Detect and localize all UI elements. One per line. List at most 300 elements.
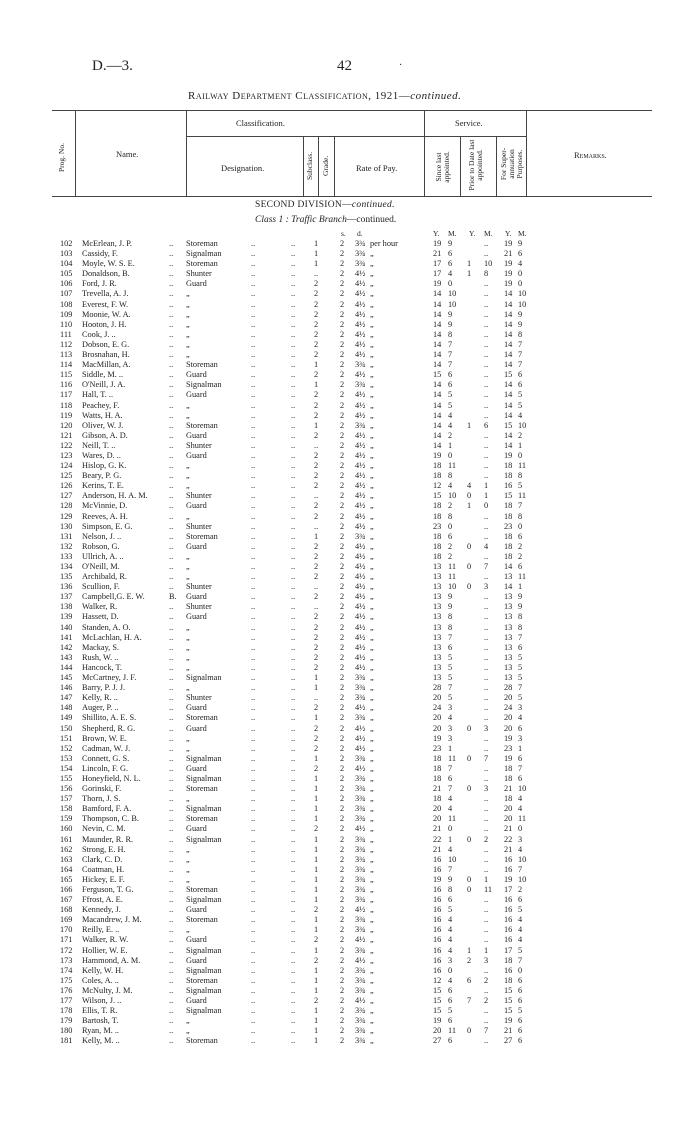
cell-staff-name: Siddle, M. .. <box>82 370 124 380</box>
cell-rate-unit: „ <box>370 562 374 571</box>
cell-designation: Guard <box>186 450 207 460</box>
table-row <box>0 562 700 572</box>
cell-total-years: 19 <box>504 279 513 289</box>
cell-rate-unit: „ <box>370 450 374 460</box>
cell-leader-2: .. <box>291 723 296 733</box>
cell-total-months: 7 <box>518 955 523 965</box>
table-row <box>0 683 700 693</box>
cell-grade: 2 <box>340 975 345 985</box>
table-row <box>0 269 700 279</box>
cell-subclass: 2 <box>314 329 319 339</box>
cell-since-years: 14 <box>433 440 442 450</box>
cell-name-leader: .. <box>169 249 174 259</box>
cell-leader-2: .. <box>291 955 296 965</box>
cell-rate-unit: „ <box>370 753 374 763</box>
table-row <box>0 370 700 380</box>
cell-designation: „ <box>186 622 190 632</box>
cell-subclass: 2 <box>314 763 319 773</box>
cell-total-years: 28 <box>504 683 513 693</box>
cell-leader-1: .. <box>251 652 256 662</box>
cell-prior-months: .. <box>484 824 489 834</box>
cell-prior-months: .. <box>484 249 489 259</box>
cell-leader-1: .. <box>251 975 256 985</box>
cell-prog-no: 134 <box>60 562 73 571</box>
cell-leader-2: .. <box>291 440 296 450</box>
cell-rate-unit: „ <box>370 1036 374 1046</box>
cell-leader-2: .. <box>291 885 296 894</box>
cell-prior-years: 7 <box>467 996 472 1006</box>
cell-prog-no: 119 <box>60 410 73 420</box>
cell-total-months: 2 <box>518 551 523 561</box>
cell-leader-1: .. <box>251 733 256 743</box>
cell-total-months: 6 <box>518 1036 523 1046</box>
cell-since-years: 16 <box>433 885 442 894</box>
cell-grade: 2 <box>340 461 345 471</box>
cell-grade: 2 <box>340 864 345 874</box>
header-classification: Classification. <box>236 118 285 128</box>
cell-subclass: 2 <box>314 662 319 672</box>
cell-since-months: 8 <box>448 622 453 632</box>
cell-total-months: 11 <box>518 814 526 824</box>
cell-rate-unit: „ <box>370 390 374 400</box>
cell-leader-2: .. <box>291 501 296 511</box>
cell-rate-pence: 3¾ <box>355 965 366 975</box>
cell-rate-pence: 4½ <box>355 511 366 521</box>
unit-months-3: M. <box>518 229 527 238</box>
cell-name-leader: .. <box>169 703 174 713</box>
cell-leader-2: .. <box>291 794 296 804</box>
cell-subclass: 2 <box>314 390 319 400</box>
cell-total-months: 0 <box>518 521 523 531</box>
table-row <box>0 875 700 885</box>
cell-subclass: 2 <box>314 592 319 602</box>
cell-rate-unit: „ <box>370 733 374 743</box>
cell-total-months: 11 <box>518 461 526 471</box>
cell-prior-months: 3 <box>484 955 489 965</box>
cell-leader-1: .. <box>251 592 256 602</box>
cell-prog-no: 114 <box>60 360 73 370</box>
cell-since-months: 3 <box>448 723 453 733</box>
cell-prog-no: 113 <box>60 350 73 360</box>
cell-leader-1: .. <box>251 834 256 844</box>
cell-since-months: 10 <box>448 289 457 299</box>
cell-staff-name: Brosnahan, H. <box>82 350 130 360</box>
cell-prior-months: .. <box>484 622 489 632</box>
cell-rate-unit: „ <box>370 249 374 259</box>
cell-leader-2: .. <box>291 733 296 743</box>
cell-total-years: 13 <box>504 602 513 612</box>
cell-staff-name: Auger, P. .. <box>82 703 119 713</box>
cell-designation: Guard <box>186 541 207 551</box>
cell-prog-no: 146 <box>60 683 73 693</box>
header-designation: Designation. <box>221 163 265 173</box>
division-heading <box>255 200 395 210</box>
cell-since-years: 19 <box>433 1016 442 1026</box>
cell-name-leader: .. <box>169 935 174 945</box>
cell-designation: „ <box>186 874 190 884</box>
cell-leader-2: .. <box>291 531 296 541</box>
cell-total-years: 21 <box>504 1026 513 1036</box>
cell-since-months: 5 <box>448 905 453 915</box>
cell-name-leader: .. <box>169 733 174 743</box>
cell-name-leader: .. <box>169 239 174 248</box>
cell-since-months: 0 <box>448 450 453 460</box>
cell-rate-unit: „ <box>370 794 374 804</box>
cell-leader-1: .. <box>251 622 256 632</box>
cell-since-months: 7 <box>448 632 453 642</box>
table-row <box>0 976 700 986</box>
cell-rate-unit: „ <box>370 309 374 319</box>
cell-since-months: 4 <box>448 975 453 985</box>
cell-prior-years: 1 <box>467 945 472 955</box>
cell-total-months: 5 <box>518 652 523 662</box>
cell-leader-2: .. <box>291 874 296 884</box>
cell-since-months: 11 <box>448 562 456 571</box>
cell-rate-unit: „ <box>370 885 374 894</box>
table-row <box>0 380 700 390</box>
cell-since-months: 9 <box>448 309 453 319</box>
cell-designation: „ <box>186 289 190 299</box>
cell-rate-unit: „ <box>370 824 374 834</box>
cell-leader-2: .. <box>291 935 296 945</box>
cell-total-years: 18 <box>504 955 513 965</box>
table-row <box>0 956 700 966</box>
cell-grade: 2 <box>340 582 345 592</box>
cell-leader-2: .. <box>291 582 296 592</box>
cell-designation: Storeman <box>186 713 218 723</box>
table-row <box>0 441 700 451</box>
cell-prog-no: 105 <box>60 269 73 279</box>
cell-since-months: 7 <box>448 683 453 693</box>
cell-name-leader: .. <box>169 360 174 370</box>
header-remarks: Remarks. <box>574 150 607 160</box>
cell-designation: Signalman <box>186 380 222 390</box>
cell-total-years: 17 <box>504 885 513 894</box>
cell-subclass: 2 <box>314 572 319 582</box>
cell-rate-unit: „ <box>370 864 374 874</box>
cell-designation: Signalman <box>186 753 222 763</box>
cell-total-years: 14 <box>504 440 513 450</box>
cell-designation: Guard <box>186 824 207 834</box>
cell-staff-name: O'Neill, M. <box>82 562 120 571</box>
cell-total-years: 19 <box>504 259 513 269</box>
cell-total-months: 5 <box>518 662 523 672</box>
cell-grade: 2 <box>340 390 345 400</box>
cell-rate-unit: „ <box>370 703 374 713</box>
cell-staff-name: Oliver, W. J. <box>82 420 124 430</box>
cell-name-leader: .. <box>169 410 174 420</box>
cell-since-months: 6 <box>448 370 453 380</box>
cell-designation: Storeman <box>186 784 218 794</box>
cell-rate-unit: „ <box>370 481 374 491</box>
cell-leader-2: .. <box>291 289 296 299</box>
cell-rate-pence: 4½ <box>355 582 366 592</box>
cell-designation: Signalman <box>186 895 222 905</box>
cell-staff-name: Hooton, J. H. <box>82 319 127 329</box>
cell-subclass: 1 <box>314 975 319 985</box>
cell-prior-months: 1 <box>484 481 489 491</box>
cell-total-months: 4 <box>518 935 523 945</box>
cell-grade: 2 <box>340 652 345 662</box>
cell-prior-months: .. <box>484 713 489 723</box>
table-row <box>0 703 700 713</box>
cell-total-years: 15 <box>504 996 513 1006</box>
cell-grade: 2 <box>340 763 345 773</box>
cell-total-months: 6 <box>518 975 523 985</box>
cell-grade: 2 <box>340 683 345 693</box>
cell-rate-pence: 4½ <box>355 430 366 440</box>
table-row <box>0 602 700 612</box>
document-code: D.—3. <box>92 58 133 74</box>
cell-designation: „ <box>186 339 190 349</box>
cell-prog-no: 145 <box>60 673 73 683</box>
cell-leader-1: .. <box>251 491 256 501</box>
cell-subclass: 1 <box>314 1016 319 1026</box>
cell-total-years: 19 <box>504 450 513 460</box>
table-row <box>0 996 700 1006</box>
cell-total-years: 15 <box>504 1006 513 1016</box>
cell-name-leader: .. <box>169 642 174 652</box>
cell-total-years: 18 <box>504 541 513 551</box>
cell-since-months: 5 <box>448 1006 453 1016</box>
cell-prog-no: 116 <box>60 380 73 390</box>
cell-since-years: 18 <box>433 794 442 804</box>
table-row <box>0 431 700 441</box>
cell-designation: „ <box>186 632 190 642</box>
cell-total-years: 19 <box>504 874 513 884</box>
cell-total-years: 21 <box>504 249 513 259</box>
cell-staff-name: Macandrew, J. M. <box>82 915 142 925</box>
cell-staff-name: Trevella, A. J. <box>82 289 129 299</box>
cell-leader-2: .. <box>291 662 296 672</box>
cell-since-months: 4 <box>448 844 453 854</box>
cell-since-months: 9 <box>448 874 453 884</box>
cell-grade: 2 <box>340 360 345 370</box>
cell-designation: Signalman <box>186 804 222 814</box>
cell-total-months: 5 <box>518 693 523 703</box>
cell-grade: 2 <box>340 915 345 925</box>
cell-subclass: 1 <box>314 380 319 390</box>
cell-leader-1: .. <box>251 824 256 834</box>
cell-grade: 2 <box>340 592 345 602</box>
table-row <box>0 1016 700 1026</box>
cell-prior-months: 3 <box>484 582 489 592</box>
unit-years-3: Y. <box>505 229 512 238</box>
cell-prior-months: .. <box>484 602 489 612</box>
table-row <box>0 804 700 814</box>
cell-since-months: 6 <box>448 996 453 1006</box>
cell-name-leader: .. <box>169 319 174 329</box>
cell-grade: 2 <box>340 239 345 248</box>
cell-name-leader: .. <box>169 269 174 279</box>
cell-rate-unit: „ <box>370 440 374 450</box>
cell-staff-name: Ford, J. R. <box>82 279 117 289</box>
cell-total-years: 23 <box>504 521 513 531</box>
cell-prog-no: 118 <box>60 400 73 410</box>
cell-designation: Shunter <box>186 440 212 450</box>
cell-rate-pence: 4½ <box>355 481 366 491</box>
cell-total-years: 20 <box>504 804 513 814</box>
cell-prior-months: .. <box>484 400 489 410</box>
cell-rate-pence: 4½ <box>355 632 366 642</box>
cell-total-months: 4 <box>518 915 523 925</box>
cell-designation: Guard <box>186 763 207 773</box>
cell-name-leader: .. <box>169 562 174 571</box>
table-row <box>0 249 700 259</box>
cell-since-months: 7 <box>448 784 453 794</box>
cell-rate-unit: „ <box>370 471 374 481</box>
cell-total-years: 13 <box>504 592 513 602</box>
cell-prog-no: 133 <box>60 551 73 561</box>
cell-rate-unit: „ <box>370 905 374 915</box>
cell-since-years: 27 <box>433 1036 442 1046</box>
table-row <box>0 885 700 895</box>
cell-prog-no: 127 <box>60 491 73 501</box>
cell-rate-pence: 4½ <box>355 905 366 915</box>
cell-subclass: 2 <box>314 612 319 622</box>
cell-name-leader: .. <box>169 1016 174 1026</box>
cell-leader-1: .. <box>251 683 256 693</box>
cell-total-months: 7 <box>518 683 523 693</box>
cell-prior-months: .. <box>484 430 489 440</box>
cell-prog-no: 120 <box>60 420 73 430</box>
cell-since-years: 13 <box>433 602 442 612</box>
cell-since-years: 19 <box>433 733 442 743</box>
cell-rate-pence: 4½ <box>355 350 366 360</box>
cell-since-years: 17 <box>433 259 442 269</box>
cell-total-years: 14 <box>504 380 513 390</box>
cell-total-years: 21 <box>504 844 513 854</box>
cell-since-months: 2 <box>448 541 453 551</box>
cell-prior-months: .. <box>484 844 489 854</box>
cell-grade: 2 <box>340 834 345 844</box>
cell-prior-years: 0 <box>467 885 472 894</box>
cell-rate-unit: „ <box>370 895 374 905</box>
cell-subclass: 1 <box>314 239 319 248</box>
cell-staff-name: Anderson, H. A. M. <box>82 491 148 501</box>
cell-leader-1: .. <box>251 269 256 279</box>
cell-since-months: 11 <box>448 572 456 582</box>
cell-subclass: 2 <box>314 541 319 551</box>
cell-grade: 2 <box>340 481 345 491</box>
cell-since-years: 14 <box>433 410 442 420</box>
cell-name-leader: .. <box>169 541 174 551</box>
cell-leader-1: .. <box>251 249 256 259</box>
cell-prior-months: 2 <box>484 834 489 844</box>
cell-grade: 2 <box>340 713 345 723</box>
cell-total-months: 1 <box>518 743 523 753</box>
cell-prog-no: 135 <box>60 572 73 582</box>
cell-total-years: 14 <box>504 289 513 299</box>
cell-total-years: 20 <box>504 723 513 733</box>
cell-designation: Guard <box>186 592 207 602</box>
cell-total-years: 14 <box>504 582 513 592</box>
cell-total-months: 10 <box>518 420 527 430</box>
cell-subclass: 1 <box>314 804 319 814</box>
cell-leader-2: .. <box>291 864 296 874</box>
cell-since-months: 7 <box>448 339 453 349</box>
cell-name-leader: .. <box>169 370 174 380</box>
cell-total-months: 6 <box>518 531 523 541</box>
cell-leader-2: .. <box>291 753 296 763</box>
cell-prog-no: 158 <box>60 804 73 814</box>
title-main: Railway Department Classification, 1921— <box>188 90 411 102</box>
cell-rate-pence: 3¾ <box>355 773 366 783</box>
cell-rate-pence: 4½ <box>355 612 366 622</box>
cell-staff-name: Thorn, J. S. <box>82 794 121 804</box>
table-row <box>0 239 700 249</box>
cell-grade: 2 <box>340 733 345 743</box>
cell-prog-no: 126 <box>60 481 73 491</box>
cell-grade: 2 <box>340 299 345 309</box>
cell-since-years: 14 <box>433 380 442 390</box>
cell-name-leader: B. <box>169 592 177 602</box>
cell-rate-unit: „ <box>370 965 374 975</box>
cell-prior-months: .. <box>484 814 489 824</box>
cell-total-years: 16 <box>504 915 513 925</box>
cell-subclass: 2 <box>314 289 319 299</box>
cell-rate-pence: 4½ <box>355 723 366 733</box>
cell-rate-pence: 3¾ <box>355 794 366 804</box>
table-row <box>0 986 700 996</box>
cell-designation: Shunter <box>186 521 212 531</box>
cell-total-months: 1 <box>518 582 523 592</box>
cell-designation: „ <box>186 864 190 874</box>
cell-prior-months: .. <box>484 239 489 248</box>
cell-designation: Storeman <box>186 420 218 430</box>
cell-designation: „ <box>186 794 190 804</box>
cell-since-months: 4 <box>448 915 453 925</box>
page-mark: · <box>399 60 403 71</box>
cell-designation: Signalman <box>186 985 222 995</box>
cell-leader-1: .. <box>251 673 256 683</box>
cell-subclass: 1 <box>314 420 319 430</box>
cell-grade: 2 <box>340 642 345 652</box>
cell-rate-unit: „ <box>370 491 374 501</box>
cell-grade: 2 <box>340 249 345 259</box>
cell-subclass: 1 <box>314 864 319 874</box>
cell-designation: Guard <box>186 955 207 965</box>
cell-rate-unit: „ <box>370 713 374 723</box>
cell-leader-2: .. <box>291 309 296 319</box>
cell-designation: Signalman <box>186 249 222 259</box>
cell-rate-pence: 4½ <box>355 703 366 713</box>
cell-rate-unit: „ <box>370 269 374 279</box>
cell-leader-1: .. <box>251 985 256 995</box>
cell-subclass: 2 <box>314 743 319 753</box>
cell-leader-1: .. <box>251 410 256 420</box>
cell-staff-name: Ullrich, A. .. <box>82 551 124 561</box>
cell-prog-no: 128 <box>60 501 73 511</box>
cell-total-years: 19 <box>504 269 513 279</box>
cell-designation: Signalman <box>186 673 222 683</box>
cell-rate-pence: 4½ <box>355 450 366 460</box>
cell-rate-pence: 4½ <box>355 390 366 400</box>
cell-prog-no: 152 <box>60 743 73 753</box>
cell-rate-pence: 4½ <box>355 743 366 753</box>
cell-prog-no: 107 <box>60 289 73 299</box>
cell-since-years: 14 <box>433 299 442 309</box>
cell-total-months: 9 <box>518 602 523 612</box>
cell-name-leader: .. <box>169 925 174 935</box>
cell-total-months: 4 <box>518 410 523 420</box>
cell-since-years: 14 <box>433 350 442 360</box>
table-row <box>0 966 700 976</box>
cell-prior-months: 7 <box>484 753 489 763</box>
cell-since-months: 8 <box>448 612 453 622</box>
cell-prior-months: .. <box>484 773 489 783</box>
cell-rate-pence: 4½ <box>355 339 366 349</box>
